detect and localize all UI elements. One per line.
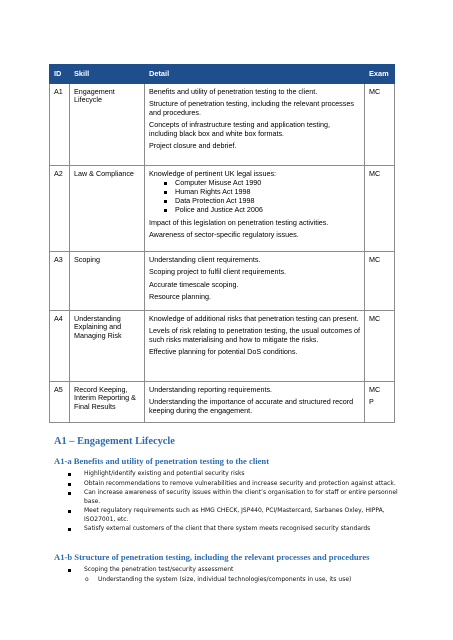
list-item: Can increase awareness of security issues within the client’s organisation to for staff or entire personnel base. xyxy=(68,489,400,506)
row-detail xyxy=(145,83,365,165)
row-id: A4 xyxy=(50,310,70,381)
exam-code: MC xyxy=(369,86,381,96)
row-detail xyxy=(145,251,365,310)
list-item: Police and Justice Act 2006 xyxy=(175,206,360,214)
row-id: A1 xyxy=(50,83,70,165)
detail-line: Concepts of infrastructure testing and application testing, including black box and white box formats. xyxy=(149,120,330,138)
detail-line: Knowledge of additional risks that penetration testing can present. xyxy=(149,313,359,323)
detail-line: Understanding client requirements. xyxy=(149,254,261,264)
row-exam xyxy=(365,83,395,165)
list-item: Meet regulatory requirements such as HMG CHECK, JSP440, PCI/Mastercard, Sarbanes Oxley, HIPPA, ISO27001, etc. xyxy=(68,507,400,524)
sub-list-item xyxy=(68,576,400,585)
row-detail xyxy=(145,310,365,381)
row-skill: Scoping xyxy=(70,251,145,310)
exam-code: P xyxy=(369,397,374,407)
exam-code: MC xyxy=(369,384,381,394)
header-skill: Skill xyxy=(70,65,145,84)
sub-bullet-marker: o xyxy=(85,575,89,583)
list-item: Scoping the penetration test/security assessment xyxy=(68,566,400,575)
row-skill: Understanding Explaining and Managing Risk xyxy=(70,310,145,381)
table-row xyxy=(50,251,395,310)
benefits-list xyxy=(68,470,400,535)
detail-line: Resource planning. xyxy=(149,292,211,302)
detail-line: Benefits and utility of penetration testing to the client. xyxy=(149,86,318,96)
row-exam xyxy=(365,310,395,381)
row-detail xyxy=(145,165,365,251)
header-detail: Detail xyxy=(145,65,365,84)
detail-line: Understanding reporting requirements. xyxy=(149,384,273,394)
detail-line: Effective planning for potential DoS conditions. xyxy=(149,347,298,357)
legislation-list xyxy=(175,179,360,214)
sub-list-text: Understanding the system (size, individual technologies/components in use, its use) xyxy=(98,575,352,583)
detail-line: Understanding the importance of accurate and structured record keeping during the engagement. xyxy=(149,397,354,415)
row-skill: Record Keeping, Interim Reporting & Final Results xyxy=(70,381,145,422)
table-row xyxy=(50,165,395,251)
detail-line: Accurate timescale scoping. xyxy=(149,279,239,289)
table-row xyxy=(50,83,395,165)
skills-table xyxy=(49,64,395,423)
row-id: A3 xyxy=(50,251,70,310)
row-exam xyxy=(365,251,395,310)
list-item: Human Rights Act 1998 xyxy=(175,188,360,196)
table-row xyxy=(50,381,395,422)
exam-code: MC xyxy=(369,313,381,323)
detail-line: Structure of penetration testing, including the relevant processes and procedures. xyxy=(149,99,354,117)
exam-code: MC xyxy=(369,254,381,264)
table-header-row xyxy=(50,65,395,84)
row-detail xyxy=(145,381,365,422)
row-exam xyxy=(365,165,395,251)
detail-line: Project closure and debrief. xyxy=(149,141,237,151)
row-id: A2 xyxy=(50,165,70,251)
subsection-heading-b: A1-b Structure of penetration testing, including the relevant processes and procedures xyxy=(54,552,370,562)
list-item: Highlight/identify existing and potential security risks xyxy=(68,470,400,479)
row-exam xyxy=(365,381,395,422)
detail-line: Impact of this legislation on penetration testing activities. xyxy=(149,217,329,227)
list-item: Computer Misuse Act 1990 xyxy=(175,179,360,187)
header-exam: Exam xyxy=(365,65,395,84)
detail-line: Awareness of sector-specific regulatory issues. xyxy=(149,230,299,240)
structure-list xyxy=(68,566,400,584)
list-item: Satisfy external customers of the client that there system meets recognised security standards xyxy=(68,525,400,534)
detail-line: Levels of risk relating to penetration testing, the usual outcomes of such risks materialising and how to mitigate the risks. xyxy=(149,326,360,344)
list-item: Data Protection Act 1998 xyxy=(175,197,360,205)
table-row xyxy=(50,310,395,381)
section-heading: A1 – Engagement Lifecycle xyxy=(54,436,175,447)
detail-line: Knowledge of pertinent UK legal issues: xyxy=(149,168,277,178)
header-id: ID xyxy=(50,65,70,84)
row-skill: Law & Compliance xyxy=(70,165,145,251)
detail-line: Scoping project to fulfil client requirements. xyxy=(149,267,287,277)
row-skill: Engagement Lifecycle xyxy=(70,83,145,165)
exam-code: MC xyxy=(369,168,381,178)
list-item: Obtain recommendations to remove vulnerabilities and increase security and protection against attack. xyxy=(68,480,400,489)
subsection-heading-a: A1-a Benefits and utility of penetration testing to the client xyxy=(54,456,270,466)
row-id: A5 xyxy=(50,381,70,422)
